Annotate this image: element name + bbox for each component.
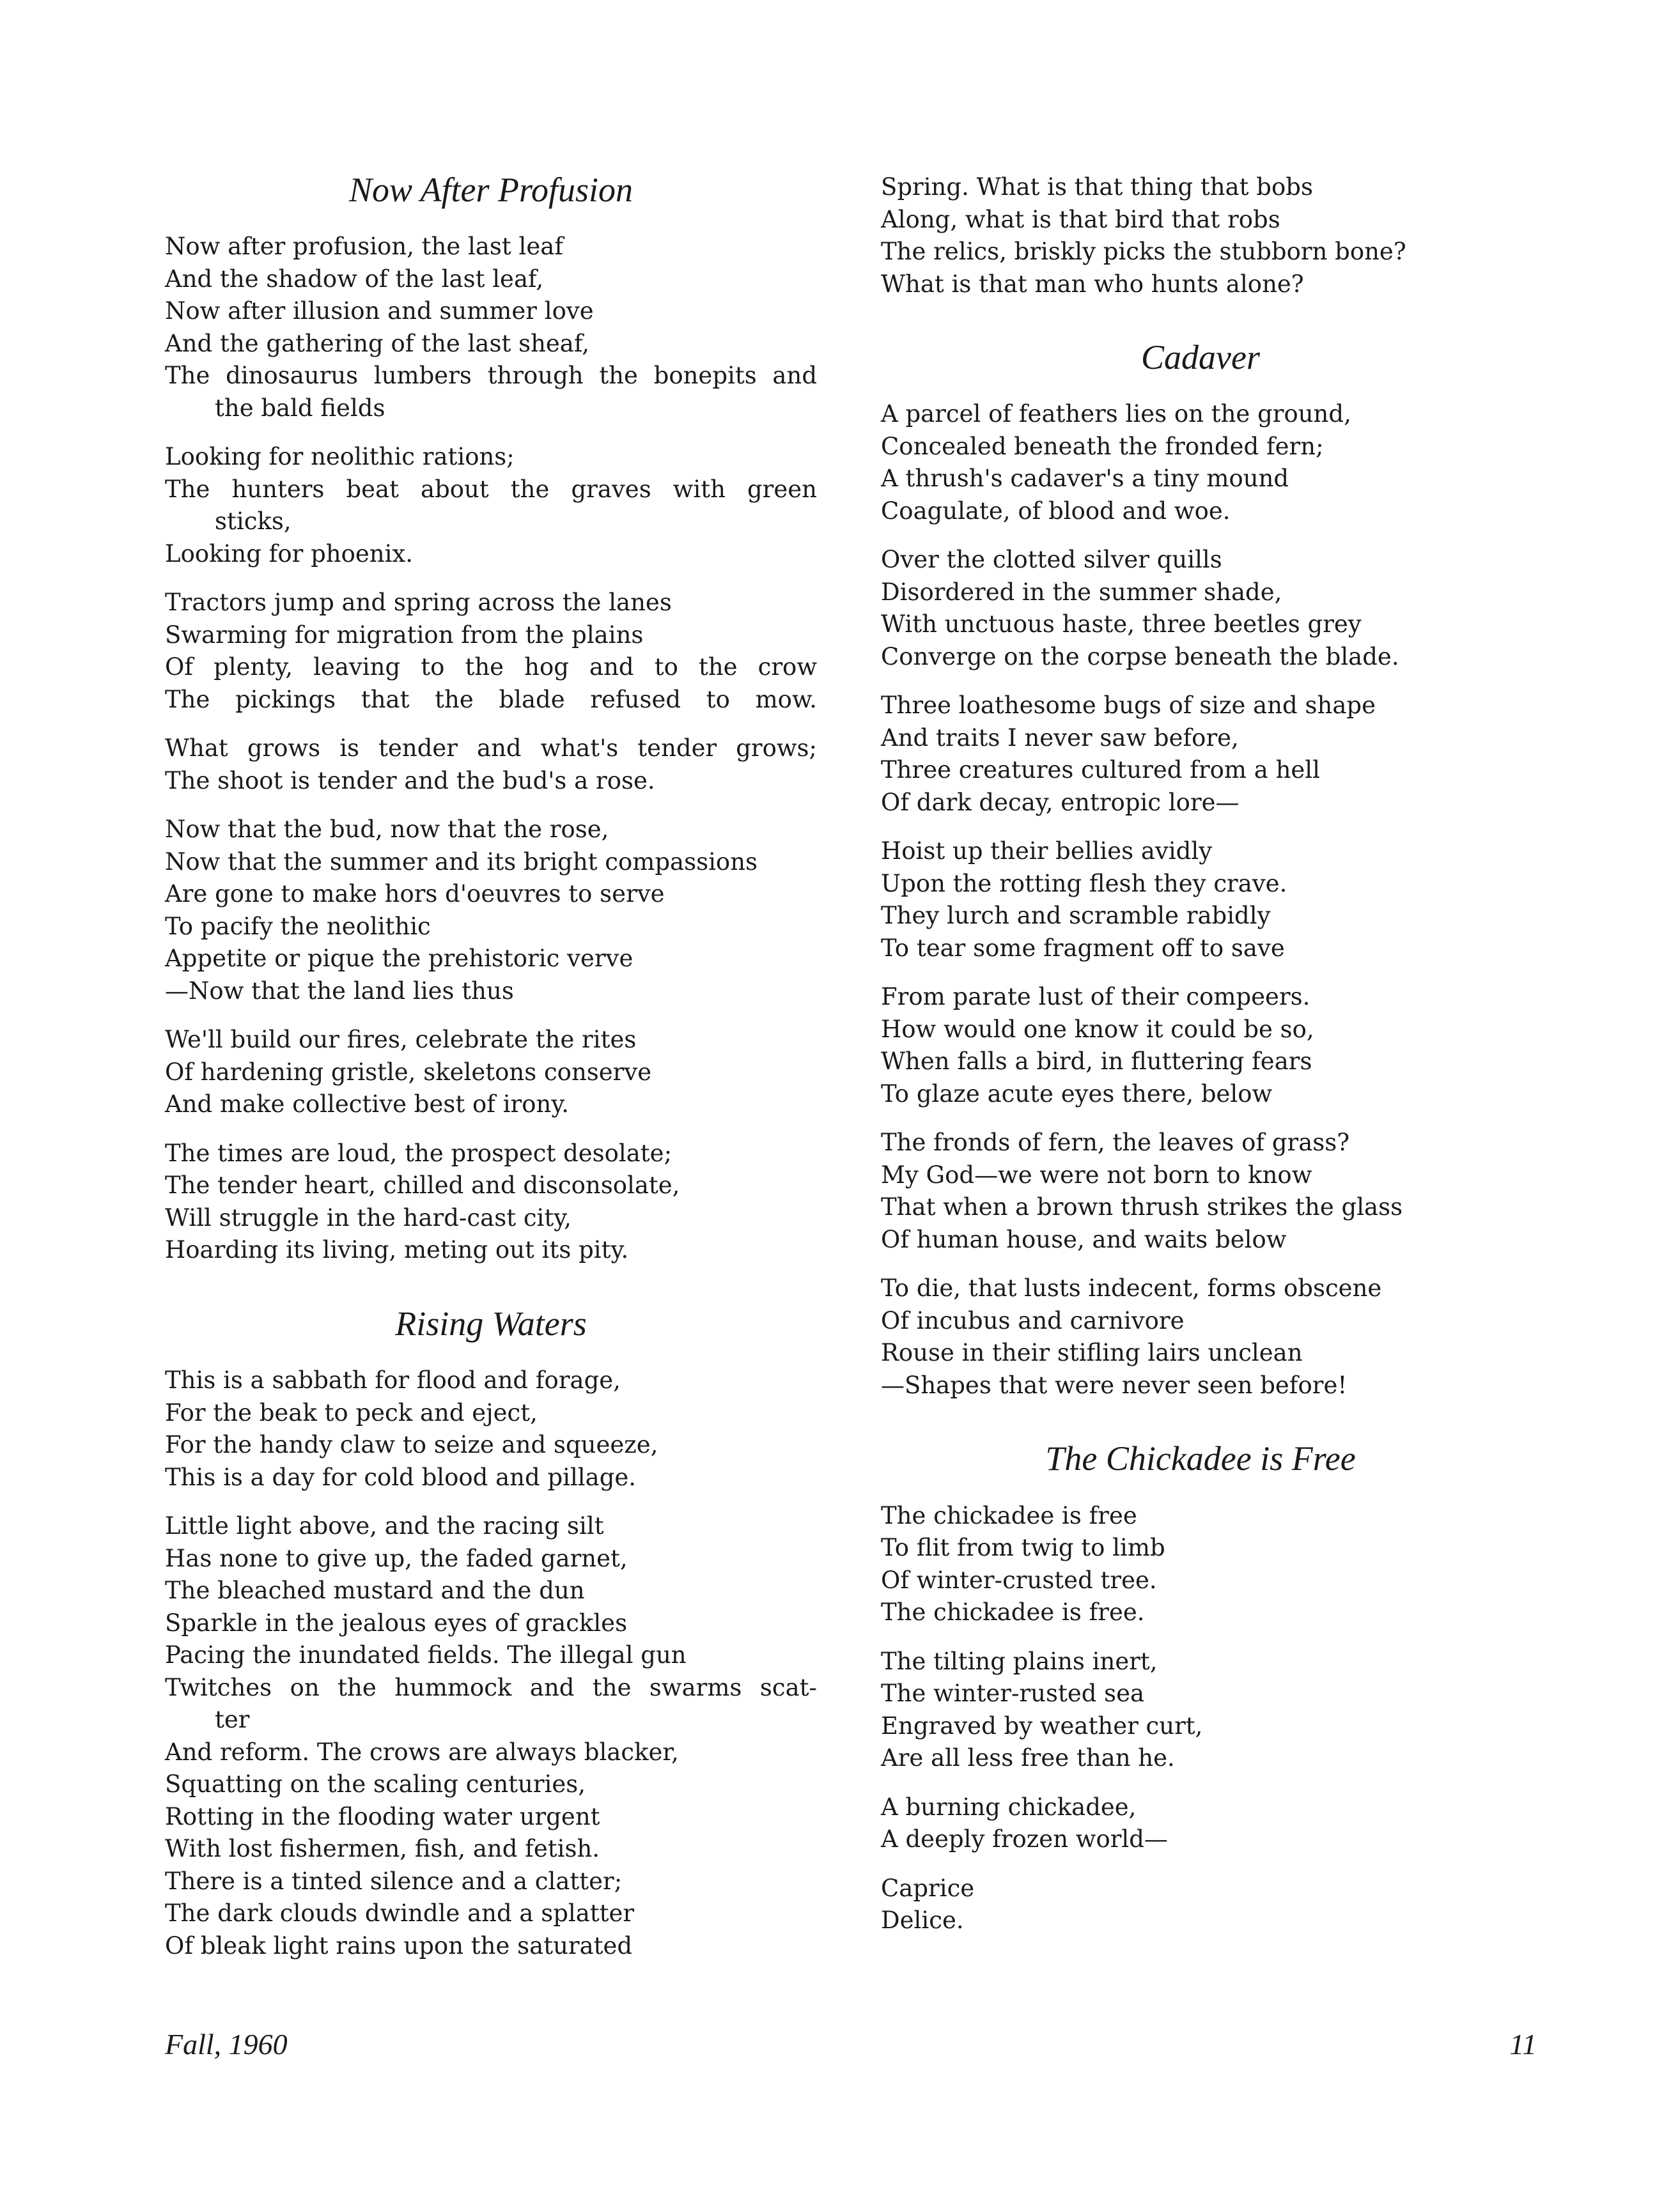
stanza — [881, 1873, 1520, 1937]
poem-line: Sparkle in the jealous eyes of grackles — [165, 1609, 628, 1637]
poem-line: The hunters beat about the graves with green — [165, 475, 817, 503]
poem-line: The dinosaurus lumbers through the bonepits and — [165, 362, 817, 390]
poem-line: Three creatures cultured from a hell — [881, 756, 1320, 784]
poem-rising-waters — [165, 1305, 817, 1962]
poem-line: Has none to give up, the faded garnet, — [165, 1544, 628, 1572]
poem-line: Coagulate, of blood and woe. — [881, 497, 1231, 525]
poem-line: To tear some fragment off to save — [881, 934, 1285, 962]
poem-line: For the beak to peck and eject, — [165, 1398, 538, 1427]
poem-line: Tractors jump and spring across the lanes — [165, 589, 672, 617]
poem-line: Little light above, and the racing silt — [165, 1512, 604, 1540]
stanza — [881, 835, 1520, 964]
poem-line: What is that man who hunts alone? — [881, 270, 1304, 298]
stanza — [881, 981, 1520, 1110]
poem-line: Are gone to make hors d'oeuvres to serve — [165, 880, 665, 908]
poem-line: The tender heart, chilled and disconsolate, — [165, 1172, 680, 1200]
stanza — [881, 398, 1520, 527]
poem-line: That when a brown thrush strikes the glass — [881, 1193, 1403, 1221]
poem-line: Of human house, and waits below — [881, 1225, 1287, 1253]
stanza — [165, 814, 817, 1007]
stanza — [881, 690, 1520, 819]
poem-line: Delice. — [881, 1906, 964, 1935]
stanza — [881, 1500, 1520, 1629]
poem-line: Of bleak light rains upon the saturated — [165, 1931, 633, 1960]
poem-line: They lurch and scramble rabidly — [881, 902, 1271, 930]
poem-line: Twitches on the hummock and the swarms scat- — [165, 1673, 817, 1701]
stanza — [881, 1272, 1520, 1402]
poem-line: Now that the bud, now that the rose, — [165, 816, 609, 844]
poem-line: Now after illusion and summer love — [165, 297, 594, 325]
poem-line: The pickings that the blade refused to mow. — [165, 685, 817, 713]
poem-line: And the shadow of the last leaf, — [165, 265, 544, 293]
poem-line: And make collective best of irony. — [165, 1090, 570, 1118]
poem-title: Now After Profusion — [348, 171, 633, 209]
poem-line: Now after profusion, the last leaf — [165, 233, 564, 261]
poem-line: Engraved by weather curt, — [881, 1712, 1203, 1740]
left-column — [165, 171, 817, 2000]
poem-continued — [881, 171, 1520, 300]
right-column — [881, 171, 1520, 1976]
poem-line: And reform. The crows are always blacker, — [165, 1738, 679, 1766]
poem-line: This is a sabbath for flood and forage, — [165, 1366, 621, 1395]
poem-line: Hoarding its living, meting out its pity. — [165, 1236, 629, 1264]
poem-line: Appetite or pique the prehistoric verve — [165, 945, 633, 973]
poem-line: Looking for neolithic rations; — [165, 443, 515, 471]
poem-line: The times are loud, the prospect desolate; — [165, 1139, 672, 1167]
poem-title: Rising Waters — [395, 1304, 587, 1343]
poem-line: Rouse in their stifling lairs unclean — [881, 1339, 1303, 1367]
poem-line: Swarming for migration from the plains — [165, 621, 644, 649]
issue-date: Fall, 1960 — [165, 2028, 288, 2061]
page-number: 11 — [1509, 2028, 1537, 2061]
poem-title: Cadaver — [1141, 338, 1260, 376]
poem-line: My God—we were not born to know — [881, 1161, 1312, 1189]
poem-line: How would one know it could be so, — [881, 1015, 1314, 1043]
poem-line: This is a day for cold blood and pillage. — [165, 1463, 637, 1491]
poem-line: Caprice — [881, 1874, 975, 1902]
poem-cadaver — [881, 339, 1520, 1402]
stanza — [165, 231, 817, 424]
poem-line: the bald fields — [215, 394, 385, 422]
stanza — [881, 1646, 1520, 1775]
poem-line: What grows is tender and what's tender grows; — [165, 734, 817, 762]
poem-line: Upon the rotting flesh they crave. — [881, 869, 1287, 897]
stanza — [165, 1138, 817, 1267]
poem-line: Will struggle in the hard-cast city, — [165, 1203, 571, 1232]
poem-line: Along, what is that bird that robs — [881, 205, 1280, 233]
poem-the-chickadee-is-free — [881, 1440, 1520, 1937]
poem-line: To die, that lusts indecent, forms obscene — [881, 1274, 1382, 1303]
poem-line: Looking for phoenix. — [165, 539, 414, 568]
poem-line: Pacing the inundated fields. The illegal gun — [165, 1641, 687, 1669]
stanza — [165, 587, 817, 716]
poem-line: When falls a bird, in fluttering fears — [881, 1048, 1312, 1076]
poem-line: Are all less free than he. — [881, 1744, 1175, 1772]
stanza — [881, 171, 1520, 300]
poem-line: The bleached mustard and the dun — [165, 1577, 585, 1605]
poem-line: The tilting plains inert, — [881, 1647, 1158, 1675]
stanza — [165, 732, 817, 797]
poem-line: Of plenty, leaving to the hog and to the crow — [165, 653, 817, 681]
poem-line: Of incubus and carnivore — [881, 1306, 1185, 1334]
poem-line: And traits I never saw before, — [881, 723, 1239, 752]
poem-line: We'll build our fires, celebrate the rites — [165, 1026, 637, 1054]
poem-line: Hoist up their bellies avidly — [881, 837, 1213, 865]
poem-line: The fronds of fern, the leaves of grass? — [881, 1129, 1350, 1157]
poem-line: —Shapes that were never seen before! — [881, 1371, 1348, 1399]
stanza — [165, 1365, 817, 1494]
poem-line: A deeply frozen world— — [881, 1825, 1168, 1853]
poem-line: To pacify the neolithic — [165, 912, 431, 940]
poem-line: Squatting on the scaling centuries, — [165, 1770, 586, 1798]
stanza — [881, 1127, 1520, 1256]
poem-line: With lost fishermen, fish, and fetish. — [165, 1835, 600, 1863]
poem-line: Three loathesome bugs of size and shape — [881, 692, 1376, 720]
poem-line: A parcel of feathers lies on the ground, — [881, 400, 1351, 428]
stanza — [165, 1510, 817, 1962]
poem-line: The chickadee is free — [881, 1501, 1137, 1529]
poem-line: Disordered in the summer shade, — [881, 578, 1282, 606]
poem-line: Spring. What is that thing that bobs — [881, 173, 1313, 201]
poem-line: To glaze acute eyes there, below — [881, 1079, 1273, 1108]
poem-title: The Chickadee is Free — [1045, 1439, 1356, 1478]
poem-line: Rotting in the flooding water urgent — [165, 1802, 600, 1830]
poem-line: Of hardening gristle, skeletons conserve — [165, 1058, 652, 1086]
poem-line: Of winter-crusted tree. — [881, 1566, 1157, 1594]
poem-line: sticks, — [215, 507, 291, 536]
poem-line: ter — [215, 1706, 250, 1734]
poem-line: The chickadee is free. — [881, 1598, 1145, 1627]
poem-line: Converge on the corpse beneath the blade. — [881, 642, 1399, 670]
poem-line: For the handy claw to seize and squeeze, — [165, 1431, 658, 1459]
poem-line: The dark clouds dwindle and a splatter — [165, 1899, 635, 1928]
poem-line: Of dark decay, entropic lore— — [881, 788, 1240, 816]
poem-line: The winter-rusted sea — [881, 1680, 1145, 1708]
poem-line: To flit from twig to limb — [881, 1534, 1165, 1562]
poem-line: The shoot is tender and the bud's a rose. — [165, 766, 655, 794]
poem-line: Over the clotted silver quills — [881, 546, 1222, 574]
stanza — [881, 544, 1520, 673]
poem-line: A burning chickadee, — [881, 1793, 1137, 1821]
poem-line: Concealed beneath the fronded fern; — [881, 432, 1324, 460]
stanza — [165, 441, 817, 570]
poem-line: Now that the summer and its bright compassions — [165, 847, 758, 876]
poem-line: There is a tinted silence and a clatter; — [165, 1867, 623, 1895]
poem-line: A thrush's cadaver's a tiny mound — [881, 465, 1289, 493]
poem-line: With unctuous haste, three beetles grey — [881, 610, 1362, 638]
poem-line: And the gathering of the last sheaf, — [165, 329, 589, 357]
poem-line: The relics, briskly picks the stubborn bone? — [881, 238, 1406, 265]
stanza — [165, 1024, 817, 1121]
poem-line: —Now that the land lies thus — [165, 977, 514, 1005]
poem-line: From parate lust of their compeers. — [881, 983, 1310, 1011]
poem-now-after-profusion — [165, 171, 817, 1267]
stanza — [881, 1791, 1520, 1856]
